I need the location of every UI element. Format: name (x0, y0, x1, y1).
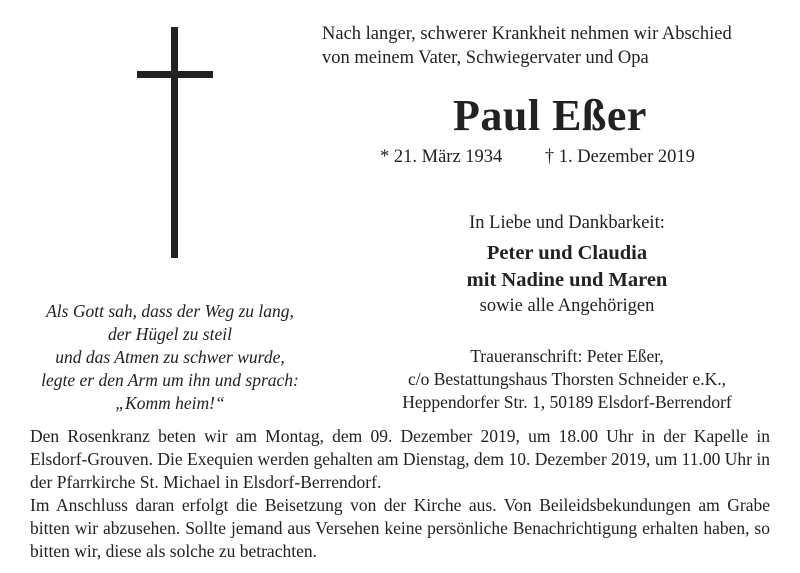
address-line: Traueranschrift: Peter Eßer, (470, 346, 664, 366)
quote-line: „Komm heim!“ (115, 393, 225, 413)
family-line: mit Nadine und Maren (466, 269, 668, 291)
service-paragraph: Im Anschluss daran erfolgt die Beisetzung von der Kirche aus. Von Beileidsbekundungen am Grabe bitten wir abzusehen. Sollte jemand aus Versehen keine persönliche Benachrichtigung erhalten haben, so bitten wir, diese als solche zu betrachten. (30, 495, 770, 561)
quote-line: legte er den Arm um ihn und sprach: (41, 370, 299, 390)
deceased-name: Paul Eßer (453, 91, 647, 140)
quote-line: der Hügel zu steil (108, 324, 232, 344)
quote-line: und das Atmen zu schwer wurde, (55, 347, 285, 367)
service-paragraph: Den Rosenkranz beten wir am Montag, dem 09. Dezember 2019, um 18.00 Uhr in der Kapelle in Elsdorf-Grouven. Die Exequien werden gehalten am Dienstag, dem 10. Dezember 2019, um 11.00 Uhr in der Pfarrkirche St. Michael in Elsdorf-Berrendorf. (30, 426, 770, 492)
mourning-address (350, 345, 784, 414)
relatives-line: sowie alle Angehörigen (479, 296, 655, 316)
intro-text (322, 22, 782, 70)
service-details (30, 425, 770, 563)
intro-line: Nach langer, schwerer Krankheit nehmen wir Abschied (322, 24, 732, 44)
thanks-line: In Liebe und Dankbarkeit: (469, 213, 665, 233)
death-date: † 1. Dezember 2019 (544, 147, 695, 167)
birth-date: * 21. März 1934 (380, 147, 503, 167)
family-line: Peter und Claudia (486, 242, 648, 264)
address-line: Heppendorfer Str. 1, 50189 Elsdorf-Berrendorf (402, 392, 732, 412)
cross-vertical-bar (171, 27, 178, 258)
address-line: c/o Bestattungshaus Thorsten Schneider e.K., (407, 369, 727, 389)
life-dates (380, 147, 780, 168)
quote-line: Als Gott sah, dass der Weg zu lang, (46, 301, 294, 321)
memorial-quote (20, 300, 320, 415)
cross-horizontal-bar (137, 71, 213, 78)
family-names (350, 240, 784, 294)
intro-line: von meinem Vater, Schwiegervater und Opa (322, 48, 649, 68)
